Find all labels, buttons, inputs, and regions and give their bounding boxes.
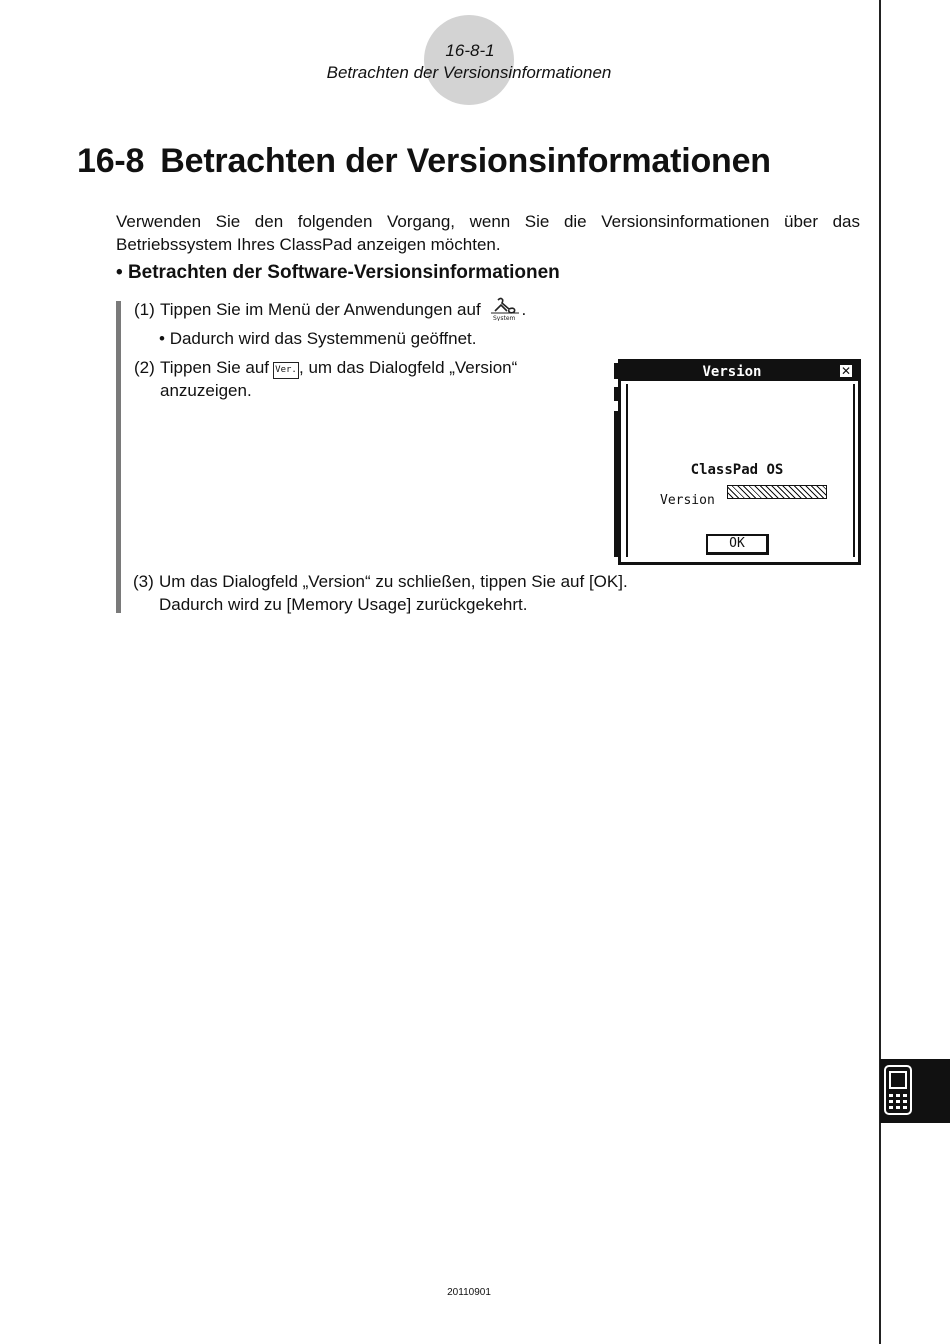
- step-3-line2: Dadurch wird zu [Memory Usage] zurückgekehrt.: [159, 595, 528, 614]
- product-name: ClassPad OS: [690, 462, 784, 478]
- step-2-number: (2): [134, 358, 155, 377]
- ok-button[interactable]: OK: [706, 534, 769, 555]
- step-1: [134, 297, 526, 327]
- step-1-note-text: Dadurch wird das Systemmenü geöffnet.: [169, 329, 477, 348]
- subheading-text: Betrachten der Software-Versionsinformationen: [127, 262, 560, 283]
- step-1-note: [159, 327, 476, 350]
- step-2-line2: anzuzeigen.: [160, 381, 252, 400]
- page-number: 16-8-1: [445, 41, 495, 60]
- version-value-placeholder: [727, 485, 827, 499]
- version-dialog-screenshot: [614, 359, 860, 561]
- footer-code: 20110901: [447, 1287, 491, 1298]
- step-2-text-cont: , um das Dialogfeld „Version“: [299, 358, 518, 377]
- step-1-text: Tippen Sie im Menü der Anwendungen auf: [160, 300, 481, 319]
- step-1-end: .: [521, 300, 527, 319]
- system-icon-label: System: [493, 315, 516, 321]
- intro-paragraph: Verwenden Sie den folgenden Vorgang, wenn Sie die Versionsinformationen über das Betriebssystem Ihres ClassPad anzeigen möchten.: [116, 212, 860, 254]
- dialog-titlebar: [621, 362, 858, 381]
- note-bullet-icon: •: [159, 329, 170, 348]
- step-3: [133, 570, 628, 593]
- dialog-title: Version: [702, 364, 762, 380]
- section-number: 16-8: [77, 142, 145, 180]
- section-title-text: Betrachten der Versionsinformationen: [160, 142, 771, 180]
- section-title: [77, 142, 771, 181]
- system-app-icon: [489, 297, 521, 327]
- step-3-text: Um das Dialogfeld „Version“ zu schließen, tippen Sie auf [OK].: [159, 572, 628, 591]
- version-label: Version: [660, 493, 715, 508]
- step-3-number: (3): [133, 572, 154, 591]
- procedure-side-bar: [116, 301, 121, 613]
- calculator-icon: [883, 1064, 915, 1118]
- close-icon[interactable]: ✕: [840, 364, 852, 378]
- chapter-thumb-tab: [880, 1059, 950, 1123]
- step-2-text: Tippen Sie auf: [160, 358, 269, 377]
- ver-key-icon: Ver.: [273, 362, 299, 379]
- step-2: [134, 356, 517, 379]
- bullet-icon: •: [116, 262, 128, 283]
- step-1-number: (1): [134, 300, 155, 319]
- subheading: [116, 262, 560, 284]
- running-title: Betrachten der Versionsinformationen: [326, 63, 612, 82]
- right-margin-rule: [879, 0, 881, 1344]
